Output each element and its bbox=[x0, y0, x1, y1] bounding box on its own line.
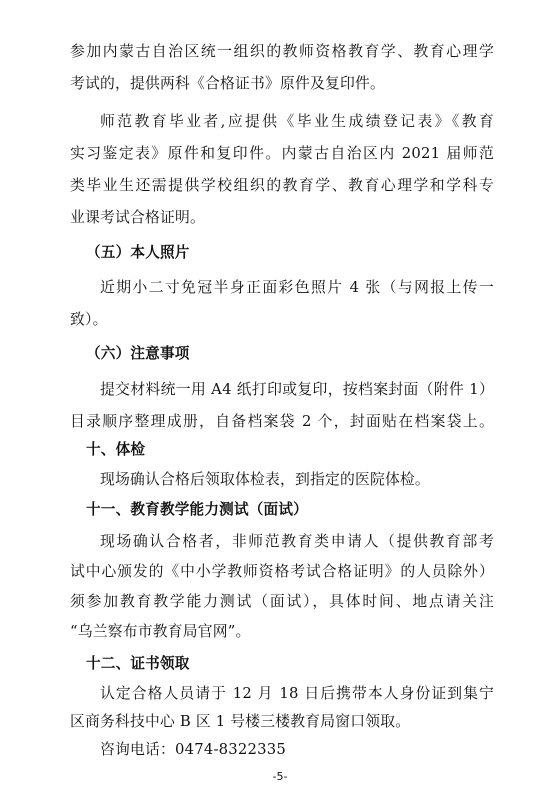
body-text-line: 致）。 bbox=[70, 311, 108, 328]
contact-phone: 咨询电话：0474-8322335 bbox=[100, 741, 286, 758]
body-text-line: 师范教育毕业者,应提供《毕业生成绩登记表》《教育 bbox=[100, 113, 494, 130]
body-text-line: “乌兰察布市教育局官网”。 bbox=[70, 623, 251, 640]
body-text-line: 近期小二寸免冠半身正面彩色照片 4 张（与网报上传一 bbox=[100, 279, 494, 296]
body-text-line: 目录顺序整理成册，自备档案袋 2 个，封面贴在档案袋上。 bbox=[70, 413, 494, 430]
body-text-line: 业课考试合格证明。 bbox=[70, 209, 205, 226]
section-heading: （六）注意事项 bbox=[86, 345, 190, 362]
page-number: -5- bbox=[272, 770, 288, 783]
section-heading: 十一、教育教学能力测试（面试） bbox=[86, 501, 308, 518]
body-text-line: 认定合格人员请于 12 月 18 日后携带本人身份证到集宁 bbox=[100, 685, 494, 702]
body-text-line: 提交材料统一用 A4 纸打印或复印，按档案封面（附件 1） bbox=[100, 381, 494, 398]
body-text-line: 实习鉴定表》原件和复印件。内蒙古自治区内 2021 届师范 bbox=[70, 145, 494, 162]
section-heading: （五）本人照片 bbox=[86, 244, 190, 261]
body-text-line: 区商务科技中心 B 区 1 号楼三楼教育局窗口领取。 bbox=[70, 713, 411, 730]
body-text-line: 试中心颁发的《中小学教师资格考试合格证明》的人员除外） bbox=[70, 563, 494, 580]
body-text-line: 类毕业生还需提供学校组织的教育学、教育心理学和学科专 bbox=[70, 177, 494, 194]
body-text-line: 考试的，提供两科《合格证书》原件及复印件。 bbox=[70, 75, 385, 92]
body-text-line: 现场确认合格者，非师范教育类申请人（提供教育部考 bbox=[100, 533, 494, 550]
body-text-line: 须参加教育教学能力测试（面试），具体时间、地点请关注 bbox=[70, 593, 494, 610]
body-text-line: 现场确认合格后领取体检表，到指定的医院体检。 bbox=[100, 471, 430, 488]
section-heading: 十、体检 bbox=[86, 441, 146, 458]
section-heading: 十二、证书领取 bbox=[86, 655, 190, 672]
body-text-line: 参加内蒙古自治区统一组织的教师资格教育学、教育心理学 bbox=[70, 43, 494, 60]
